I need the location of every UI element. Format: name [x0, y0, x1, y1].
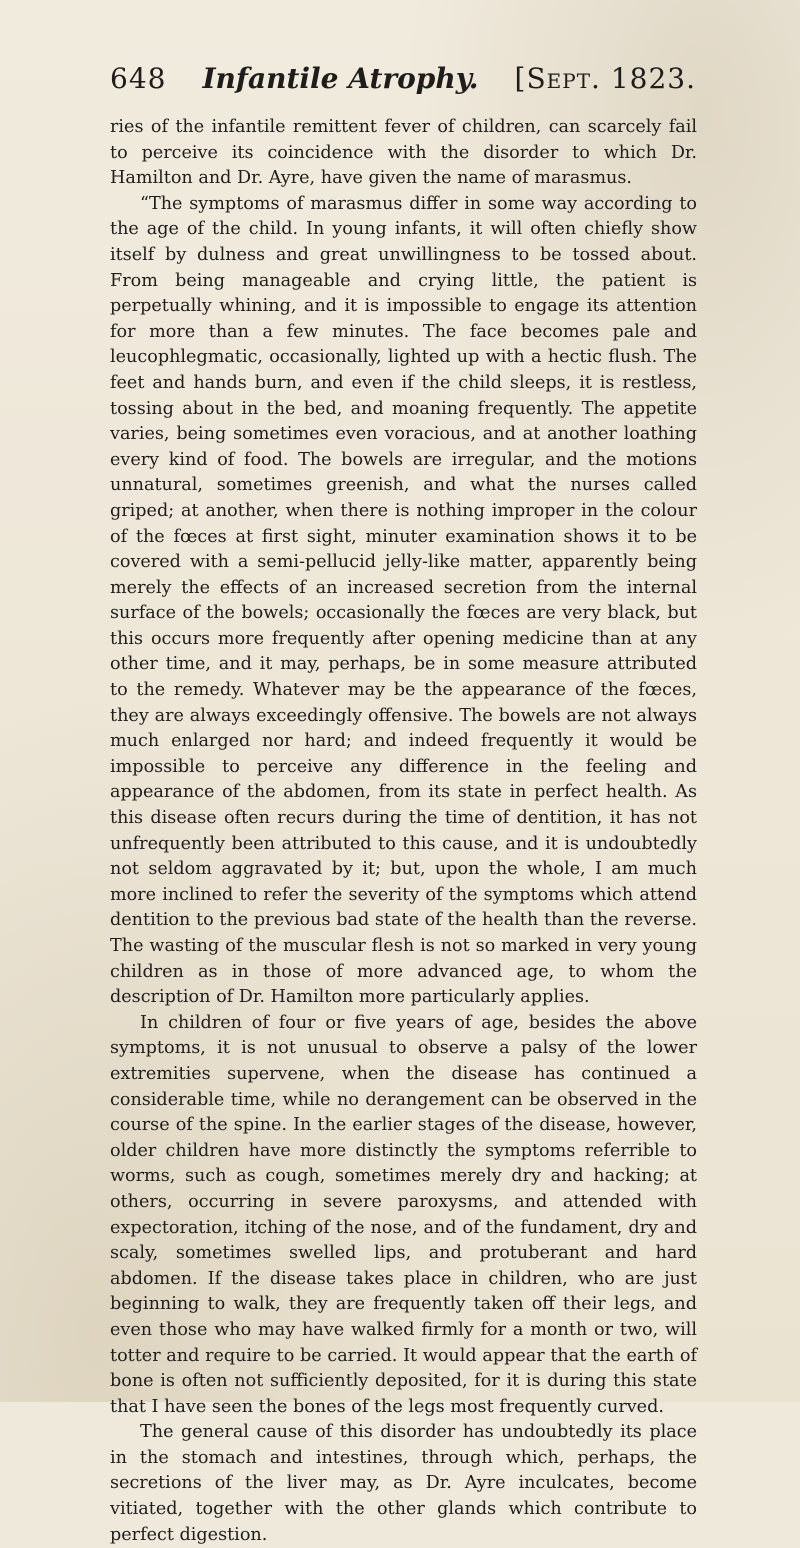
body-text — [110, 115, 697, 1548]
paragraph: The general cause of this disorder has undoubtedly its place in the stomach and intestines, through which, perhaps, the secretions of the liver may, as Dr. Ayre inculcates, become vitiated, together with the other glands which contribute to perfect digestion. — [110, 1422, 697, 1545]
running-header — [110, 62, 696, 102]
paragraph: ries of the infantile remittent fever of children, can scarcely fail to perceive its coincidence with the disorder to which Dr. Hamilton and Dr. Ayre, have given the name of marasmus. — [110, 117, 697, 189]
page-number: 648 — [110, 62, 167, 95]
paragraph: “The symptoms of marasmus differ in some way according to the age of the child. In young infants, it will often chiefly show itself by dulness and great unwillingness to be tossed about. From being manageable and crying little, the patient is perpetually whining, and it is impossible to engage its attention for more than a few minutes. The face becomes pale and leucophlegmatic, occasionally, lighted up with a hectic flush. The feet and hands burn, and even if the child sleeps, it is restless, tossing about in the bed, and moaning frequently. The appetite varies, being sometimes even voracious, and at another loathing every kind of food. The bowels are irregular, and the motions unnatural, sometimes greenish, and what the nurses called griped; at another, when there is nothing improper in the colour of the fœces at first sight, minuter examination shows it to be covered with a semi-pellucid jelly-like matter, apparently being merely the effects of an increased secretion from the internal surface of the bowels; occasionally the fœces are very black, but this occurs more frequently after opening medicine than at any other time, and it may, perhaps, be in some measure attributed to the remedy. Whatever may be the appearance of the fœces, they are always exceedingly offensive. The bowels are not always much enlarged nor hard; and indeed frequently it would be impossible to perceive any difference in the feeling and appearance of the abdomen, from its state in perfect health. As this disease often recurs during the time of dentition, it has not unfrequently been attributed to this cause, and it is undoubtedly not seldom aggravated by it; but, upon the whole, I am much more inclined to refer the severity of the symptoms which attend dentition to the previous bad state of the health than the reverse. The wasting of the muscular flesh is not so marked in very young children as in those of more advanced age, to whom the description of Dr. Hamilton more particularly applies. — [110, 193, 697, 1008]
paragraph: In children of four or five years of age, besides the above symptoms, it is not unusual to observe a palsy of the lower extremities supervene, when the disease has continued a considerable time, while no derangement can be observed in the course of the spine. In the earlier stages of the disease, however, older children have more distinctly the symptoms referrible to worms, such as cough, sometimes merely dry and hacking; at others, occurring in severe paroxysms, and attended with expectoration, itching of the nose, and of the fundament, dry and scaly, sometimes swelled lips, and protuberant and hard abdomen. If the disease takes place in children, who are just beginning to walk, they are frequently taken off their legs, and even those who may have walked firmly for a month or two, will totter and require to be carried. It would appear that the earth of bone is often not sufficiently deposited, for it is during this state that I have seen the bones of the legs most frequently curved. — [110, 1012, 697, 1417]
issue-date: [Sept. 1823. — [514, 62, 696, 95]
running-title: Infantile Atrophy. — [202, 62, 479, 95]
